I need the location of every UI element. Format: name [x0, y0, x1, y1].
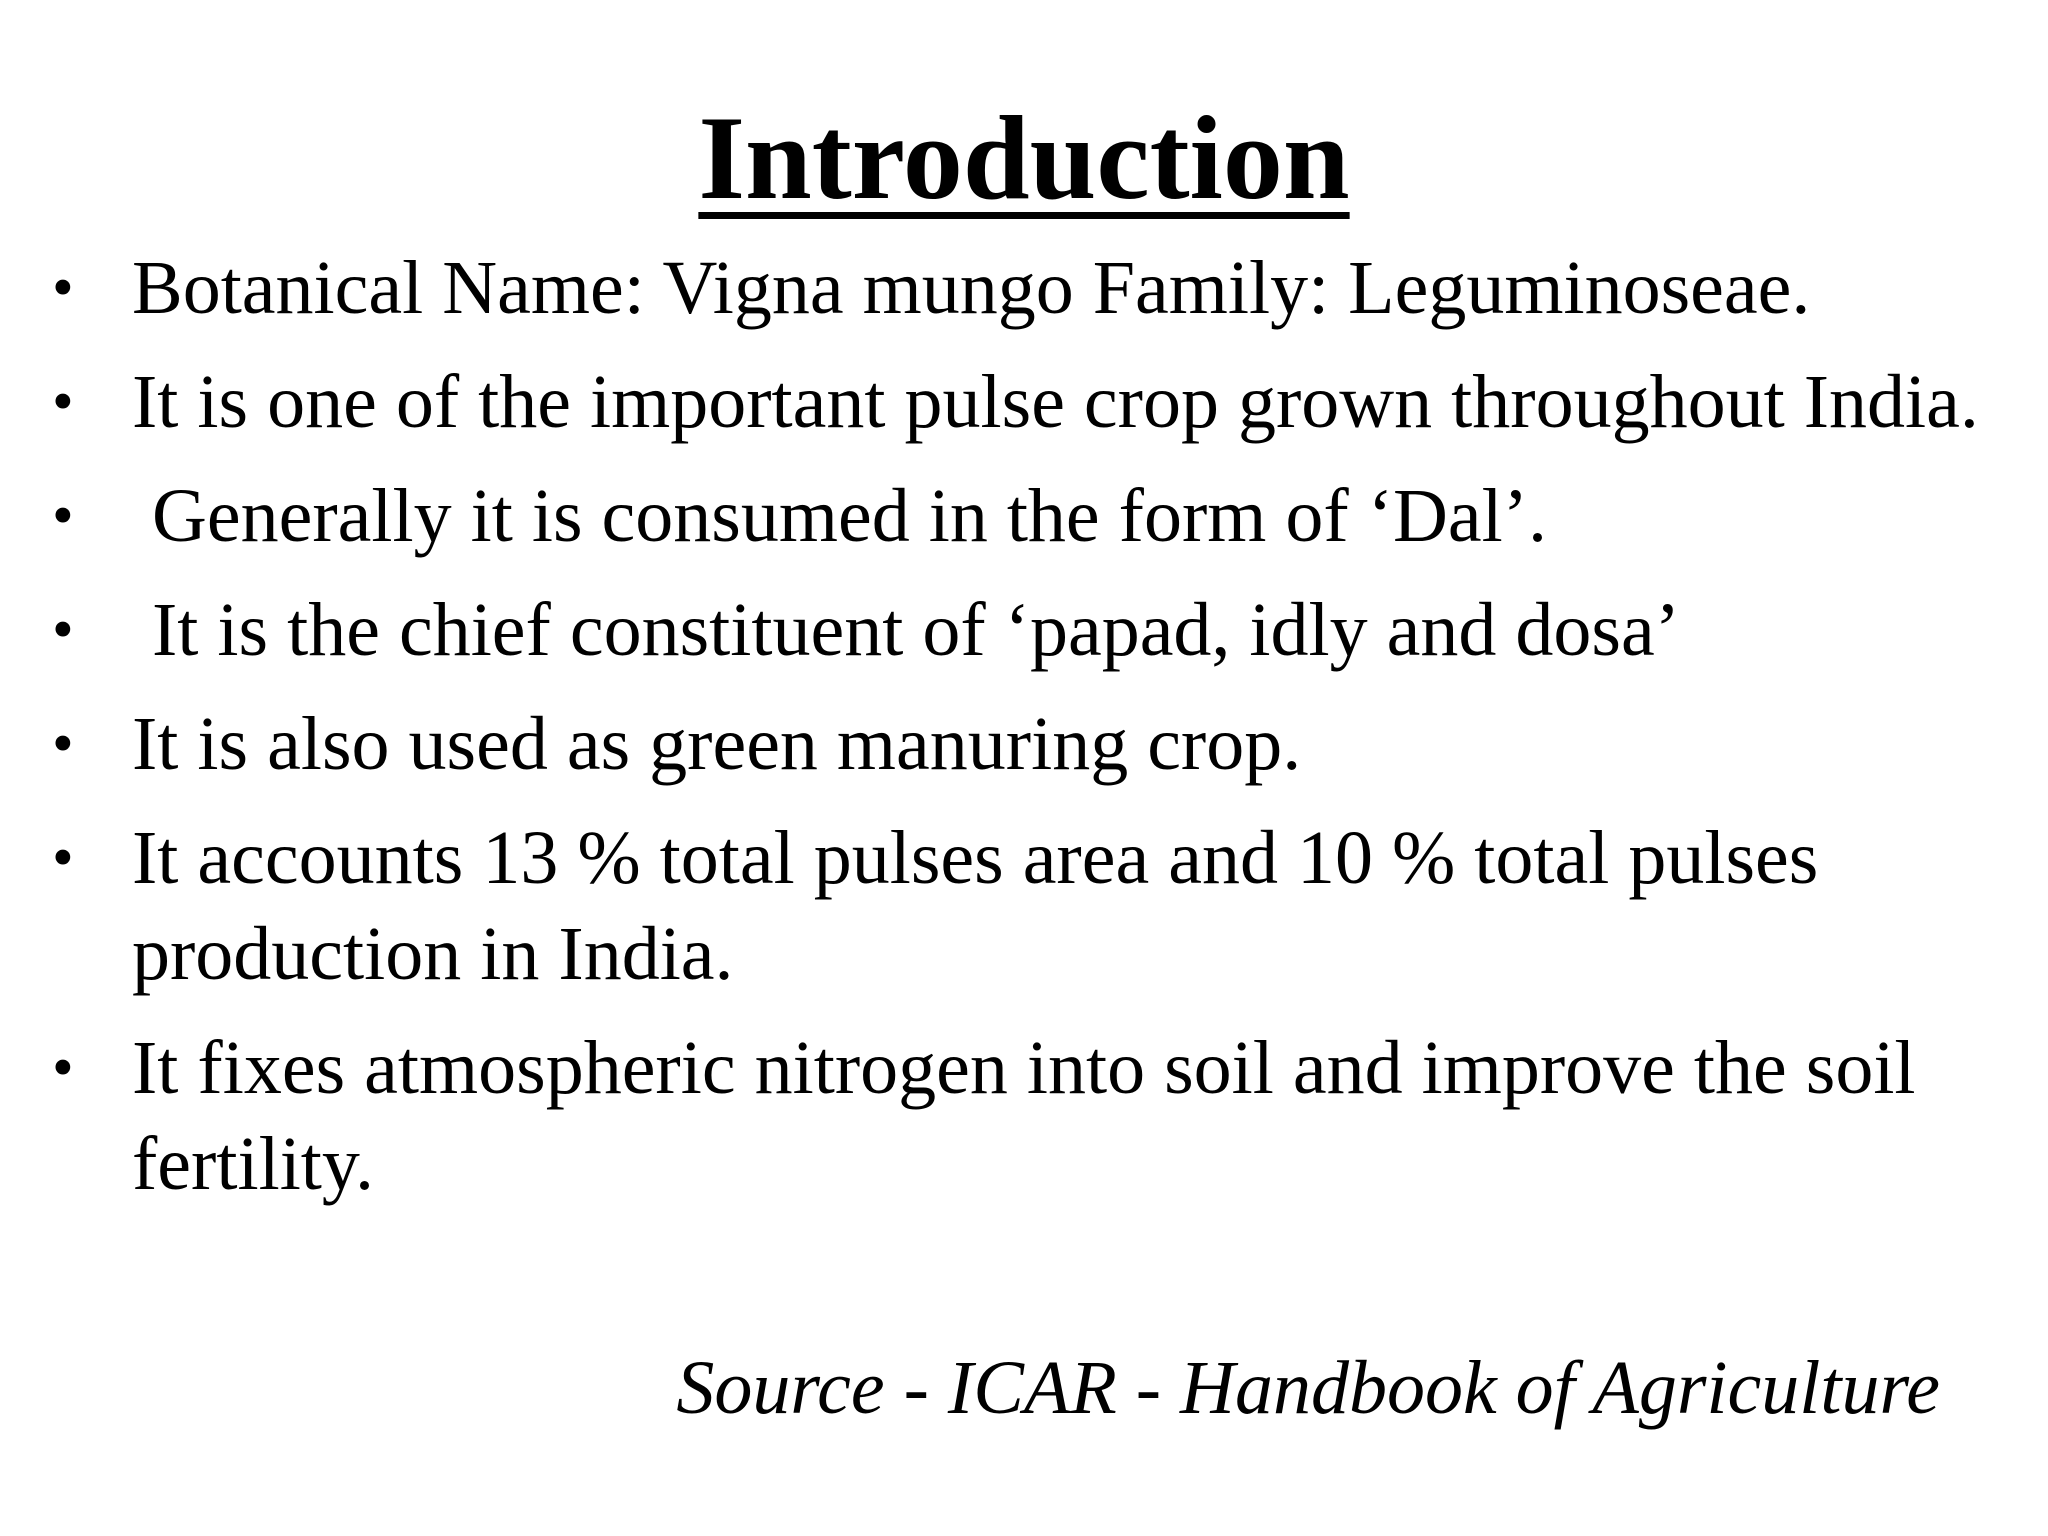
bullet-item-botanical-name [52, 240, 1992, 336]
bullet-text: It is also used as green manuring crop. [132, 702, 1302, 786]
bullet-text: It is the chief constituent of ‘papad, idly and dosa’ [152, 588, 1681, 672]
bullet-icon: • [52, 824, 74, 892]
slide-title-text: Introduction [698, 91, 1350, 224]
bullet-icon: • [52, 254, 74, 322]
slide-title [0, 88, 2048, 228]
bullet-list [52, 240, 1992, 1230]
bullet-text: Botanical Name: Vigna mungo Family: Leguminoseae. [132, 246, 1811, 330]
bullet-item-chief-constituent [52, 582, 1992, 678]
bullet-item-pulses-share [52, 810, 1992, 1002]
bullet-text: It fixes atmospheric nitrogen into soil and improve the soil fertility. [132, 1026, 1916, 1206]
bullet-text: Generally it is consumed in the form of ‘Dal’. [152, 474, 1548, 558]
bullet-item-important-crop [52, 354, 1992, 450]
bullet-icon: • [52, 368, 74, 436]
bullet-icon: • [52, 1034, 74, 1102]
bullet-icon: • [52, 482, 74, 550]
bullet-text: It accounts 13 % total pulses area and 10 % total pulses production in India. [132, 816, 1819, 996]
bullet-item-consumed-as-dal [52, 468, 1992, 564]
source-citation: Source - ICAR - Handbook of Agriculture [676, 1346, 1940, 1430]
bullet-item-green-manuring [52, 696, 1992, 792]
bullet-icon: • [52, 596, 74, 664]
bullet-text: It is one of the important pulse crop grown throughout India. [132, 360, 1979, 444]
bullet-item-nitrogen-fixation [52, 1020, 1992, 1212]
bullet-icon: • [52, 710, 74, 778]
